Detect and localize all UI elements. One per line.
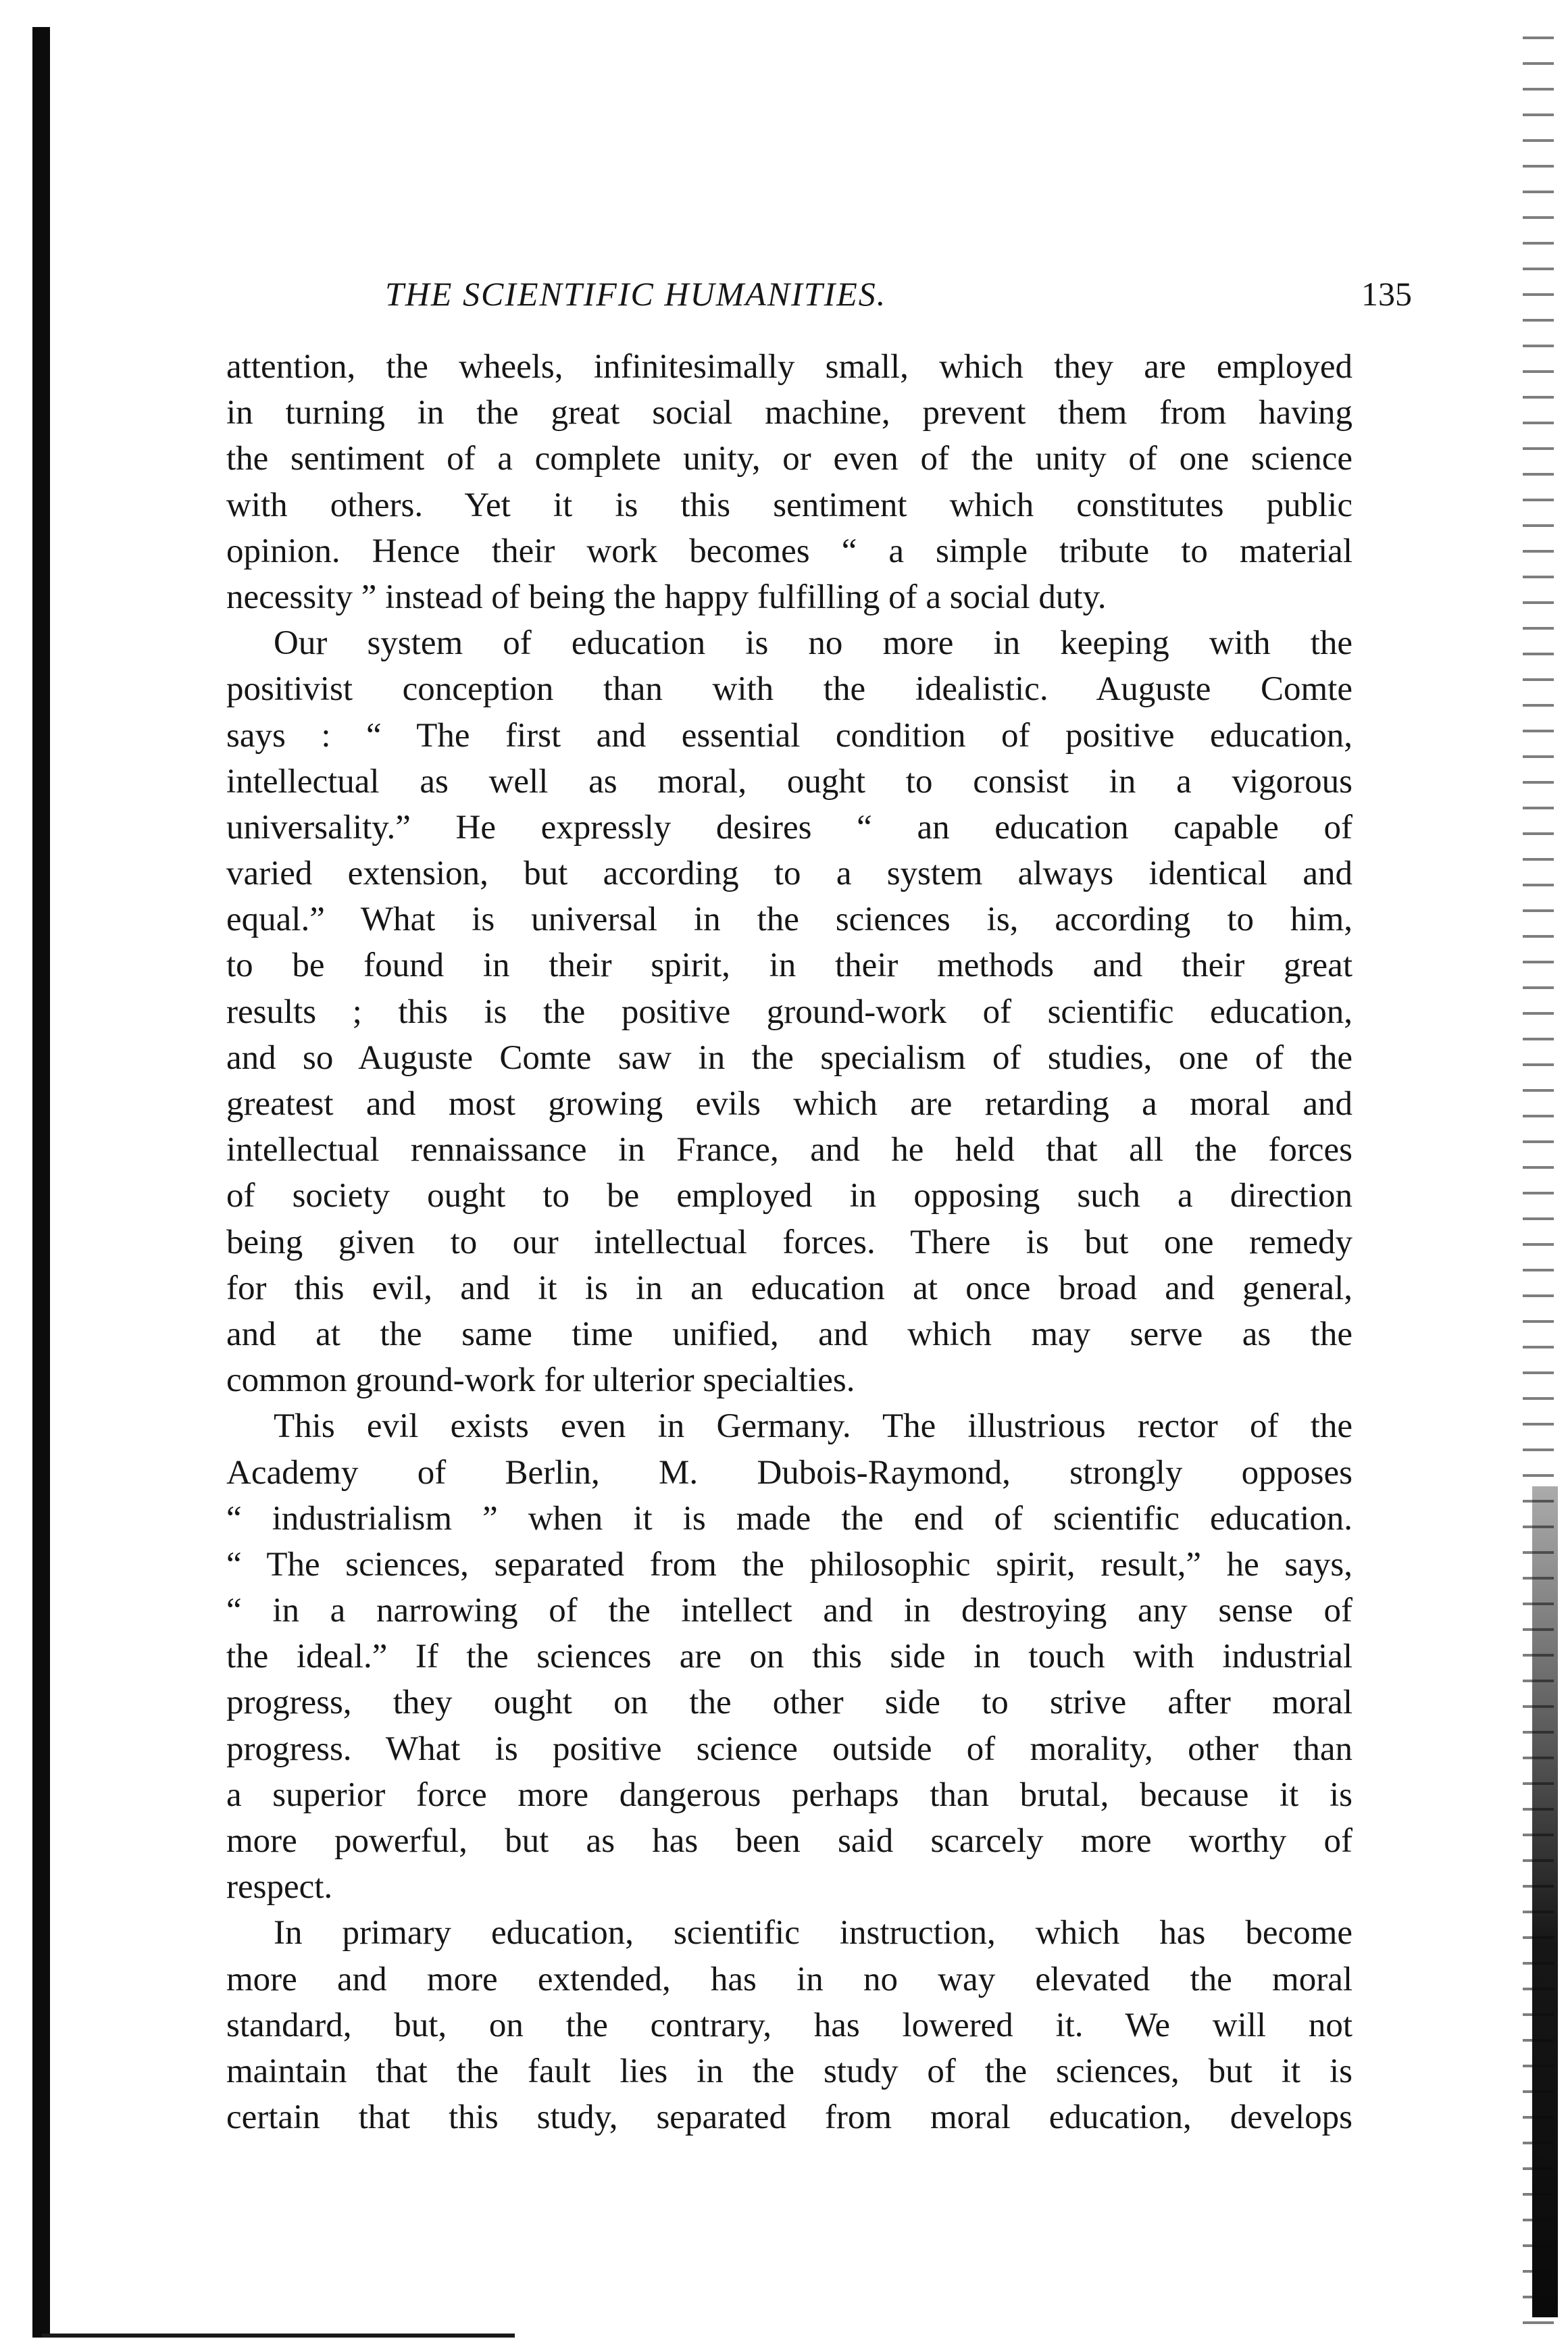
text-line: universality.” He expressly desires “ an education capable of [226,808,1352,847]
text-line: respect. [226,1868,333,1907]
text-line: of society ought to be employed in opposing such a direction [226,1177,1352,1215]
text-line: attention, the wheels, infinitesimally small, which they are employed [226,348,1352,386]
text-line: a superior force more dangerous perhaps than brutal, because it is [226,1775,1352,1814]
text-line: positivist conception than with the idealistic. Auguste Comte [226,670,1352,709]
text-line: results ; this is the positive ground-work of scientific education, [226,992,1352,1031]
text-line: intellectual as well as moral, ought to consist in a vigorous [226,762,1352,801]
text-line: the sentiment of a complete unity, or even of the unity of one science [226,440,1352,478]
text-line: Academy of Berlin, M. Dubois-Raymond, strongly opposes [226,1453,1352,1492]
text-line: being given to our intellectual forces. There is but one remedy [226,1223,1352,1261]
text-line: common ground-work for ulterior specialties. [226,1361,855,1400]
text-line: in turning in the great social machine, prevent them from having [226,394,1352,432]
binding-edge [32,27,50,2338]
text-line: says : “ The first and essential condition of positive education, [226,716,1352,755]
text-line: to be found in their spirit, in their methods and their great [226,947,1352,985]
text-line: “ in a narrowing of the intellect and in destroying any sense of [226,1592,1352,1630]
page-header [385,270,1412,318]
text-line: with others. Yet it is this sentiment which constitutes public [226,486,1352,524]
text-line: varied extension, but according to a system always identical and [226,855,1352,893]
text-line: intellectual rennaissance in France, and he held that all the forces [226,1131,1352,1169]
text-line: “ industrialism ” when it is made the end of scientific education. [226,1499,1352,1538]
text-line: “ The sciences, separated from the philosophic spirit, result,” he says, [226,1545,1352,1584]
text-line: and at the same time unified, and which may serve as the [226,1315,1352,1353]
text-line: necessity ” instead of being the happy fulfilling of a social duty. [226,578,1107,616]
text-line: and so Auguste Comte saw in the specialism of studies, one of the [226,1038,1352,1077]
text-line: opinion. Hence their work becomes “ a simple tribute to material [226,532,1352,570]
text-line: more and more extended, has in no way elevated the moral [226,1960,1352,1998]
paragraph-start-line: This evil exists even in Germany. The illustrious rector of the [274,1407,1352,1446]
text-line: for this evil, and it is in an education at once broad and general, [226,1269,1352,1307]
paragraph-start-line: In primary education, scientific instruction, which has become [274,1914,1352,1952]
text-line: certain that this study, separated from moral education, develops [226,2098,1352,2137]
page-number: 135 [1361,275,1412,313]
text-line: progress. What is positive science outside of morality, other than [226,1730,1352,1768]
paragraph-start-line: Our system of education is no more in keeping with the [274,624,1352,663]
text-line: equal.” What is universal in the sciences is, according to him, [226,901,1352,939]
text-line: maintain that the fault lies in the study of the sciences, but it is [226,2052,1352,2090]
text-line: the ideal.” If the sciences are on this side in touch with industrial [226,1638,1352,1676]
binding-foot-edge [42,2334,515,2338]
page-edge-right-shadow [1532,1486,1558,2317]
text-line: progress, they ought on the other side to strive after moral [226,1684,1352,1722]
body-text [226,344,1352,2140]
text-line: greatest and most growing evils which are retarding a moral and [226,1085,1352,1123]
text-line: more powerful, but as has been said scarcely more worthy of [226,1822,1352,1860]
running-head: THE SCIENTIFIC HUMANITIES. [385,275,887,313]
text-line: standard, but, on the contrary, has lowered it. We will not [226,2006,1352,2044]
